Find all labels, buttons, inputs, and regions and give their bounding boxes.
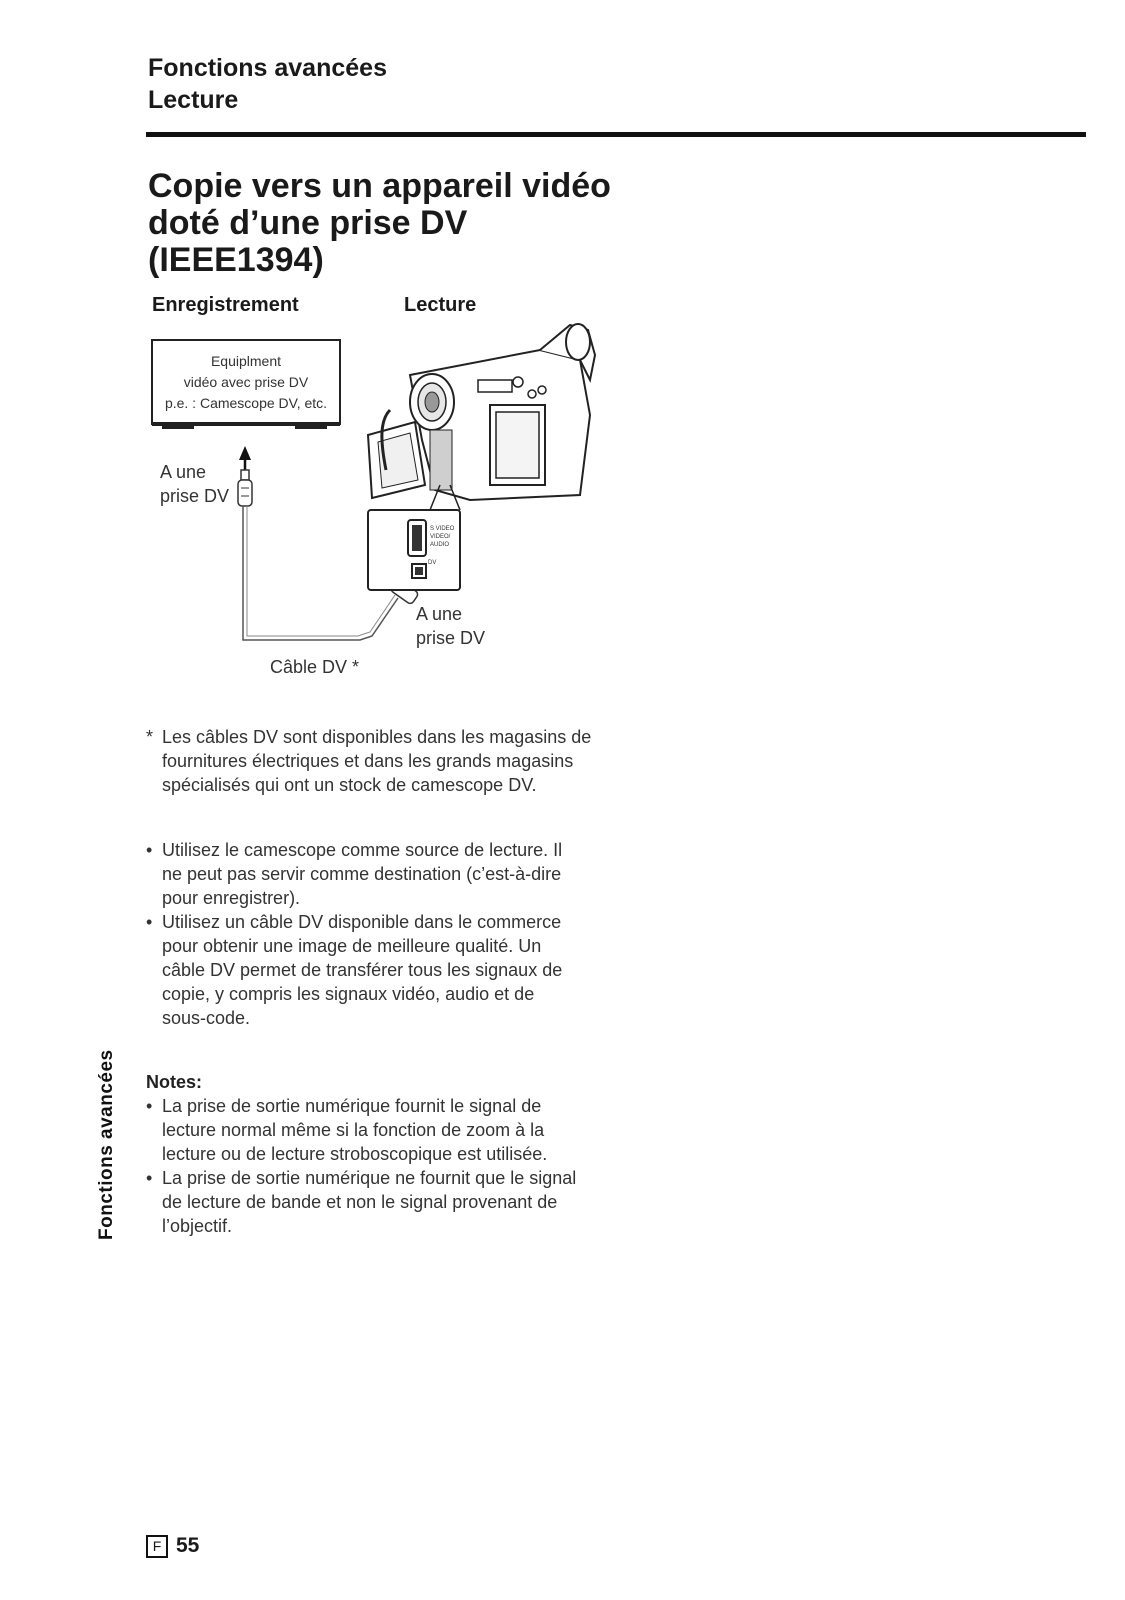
dv-plug-left-icon	[238, 470, 252, 506]
panel-label-video: VIDEO/	[430, 534, 451, 540]
bullet-item: • Utilisez un câble DV disponible dans le commerce pour obtenir une image de meilleure qualité. Un câble DV permet de transférer tous les signaux de copie, y compris les signaux vidéo, audio et de sous-code.	[146, 910, 566, 1030]
equipment-line-2: vidéo avec prise DV	[183, 374, 309, 390]
jack-right-label: A une prise DV	[416, 604, 486, 648]
notes-section	[146, 1070, 591, 1238]
note-item: • La prise de sortie numérique ne fournit que le signal de lecture de bande et non le signal provenant de l’objectif.	[146, 1166, 591, 1238]
footnote: * Les câbles DV sont disponibles dans les magasins de fournitures électriques et dans les grands magasins spécialisés qui ont un stock de camescope DV.	[146, 725, 596, 797]
bullet-list	[146, 838, 566, 1030]
language-icon: F	[146, 1535, 168, 1558]
side-tab: Fonctions avancées	[96, 1049, 117, 1240]
jack-left-label: A une prise DV	[160, 462, 230, 506]
notes-heading: Notes:	[146, 1072, 203, 1092]
subsection-header: Lecture	[148, 86, 239, 114]
recording-label: Enregistrement	[152, 294, 299, 316]
panel-label-svideo: S VIDEO	[430, 526, 455, 532]
panel-label-dv: DV	[428, 560, 437, 566]
page-number: F 55	[146, 1534, 199, 1558]
up-arrow-icon	[239, 446, 251, 470]
playback-label: Lecture	[404, 294, 477, 316]
title-line-3: (IEEE1394)	[148, 241, 324, 279]
cable-label: Câble DV *	[270, 657, 360, 677]
title-line-1: Copie vers un appareil vidéo	[148, 167, 611, 205]
camcorder-illustration	[368, 324, 595, 500]
equipment-line-1: Equiplment	[210, 353, 282, 369]
equipment-line-3: p.e. : Camescope DV, etc.	[164, 395, 328, 411]
panel-label-audio: AUDIO	[430, 542, 450, 548]
header-rule	[146, 132, 1086, 137]
note-item: • La prise de sortie numérique fournit le signal de lecture normal même si la fonction de zoom à la lecture ou de lecture stroboscopique est utilisée.	[146, 1094, 591, 1166]
jack-panel-detail	[368, 510, 460, 590]
page-title	[148, 168, 748, 279]
bullet-item: • Utilisez le camescope comme source de lecture. Il ne peut pas servir comme destination (c’est-à-dire pour enregistrer).	[146, 838, 566, 910]
title-line-2: doté d’une prise DV	[148, 204, 468, 242]
section-header: Fonctions avancées	[148, 54, 387, 82]
